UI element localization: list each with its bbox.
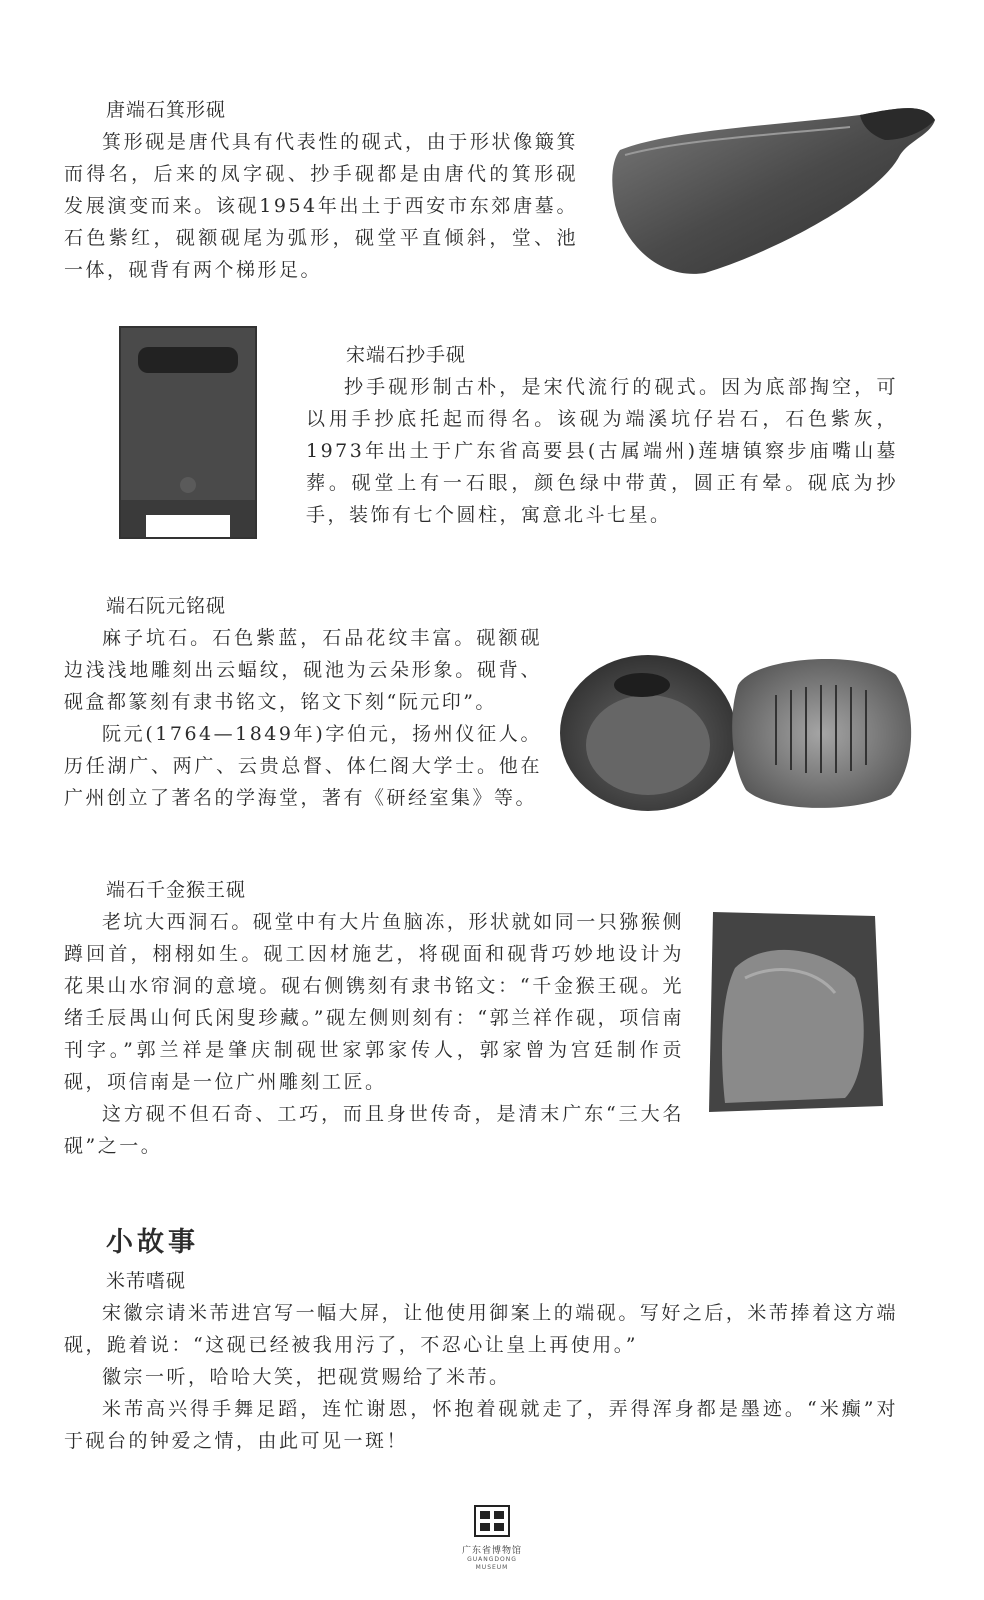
- museum-name-cn: 广东省博物馆: [461, 1546, 522, 1556]
- tang-ji-inkstone-image: [600, 95, 940, 280]
- section-paragraph: 箕形砚是唐代具有代表性的砚式，由于形状像簸箕而得名，后来的凤字砚、抄手砚都是由唐代的箕形砚发展演变而来。该砚1954年出土于西安市东郊唐墓。石色紫红，砚额砚尾为弧形，砚堂平直倾斜，堂、池一体，砚背有两个梯形足。: [64, 131, 578, 281]
- section-monkeyking-inkstone: [64, 878, 684, 1162]
- section-paragraph: 这方砚不但石奇、工巧，而且身世传奇，是清末广东“三大名砚”之一。: [64, 1103, 684, 1157]
- section-paragraph: 阮元(1764—1849年)字伯元，扬州仪征人。历任湖广、两广、云贵总督、体仁阁大学士。他在广州创立了著名的学海堂，著有《研经室集》等。: [64, 723, 542, 809]
- section-title: 唐端石箕形砚: [106, 99, 227, 121]
- story-title: 米芾嗜砚: [106, 1270, 187, 1292]
- monkeyking-inkstone-image: [705, 908, 885, 1113]
- section-title: 端石千金猴王砚: [106, 879, 247, 901]
- section-title: 宋端石抄手砚: [346, 344, 467, 366]
- section-paragraph: 麻子坑石。石色紫蓝，石品花纹丰富。砚额砚边浅浅地雕刻出云蝠纹，砚池为云朵形象。砚背、砚盒都篆刻有隶书铭文，铭文下刻“阮元印”。: [64, 627, 542, 713]
- museum-logo: [430, 1505, 554, 1572]
- section-song-inkstone: [306, 343, 898, 531]
- story-paragraph: 徽宗一听，哈哈大笑，把砚赏赐给了米芾。: [102, 1366, 511, 1388]
- museum-emblem-icon: [474, 1505, 510, 1537]
- story-paragraph: 米芾高兴得手舞足蹈，连忙谢恩，怀抱着砚就走了，弄得浑身都是墨迹。“米癫”对于砚台的钟爱之情，由此可见一斑！: [64, 1398, 898, 1452]
- section-tang-inkstone: [64, 98, 578, 286]
- story-heading: 小故事: [106, 1227, 199, 1258]
- museum-name-en-2: MUSEUM: [475, 1564, 509, 1571]
- section-paragraph: 老坑大西洞石。砚堂中有大片鱼脑冻，形状就如同一只猕猴侧蹲回首，栩栩如生。砚工因材施艺，将砚面和砚背巧妙地设计为花果山水帘洞的意境。砚右侧镌刻有隶书铭文：“千金猴王砚。光绪壬辰禺山何氏闲叟珍藏。”砚左侧则刻有：“郭兰祥作砚，项信南刊字。”郭兰祥是肇庆制砚世家郭家传人，郭家曾为宫廷制作贡砚，项信南是一位广州雕刻工匠。: [64, 911, 684, 1093]
- song-chaoshou-inkstone-image: [118, 325, 258, 540]
- section-ruanyuan-inkstone: [64, 594, 542, 814]
- section-paragraph: 抄手砚形制古朴，是宋代流行的砚式。因为底部掏空，可以用手抄底托起而得名。该砚为端溪坑仔岩石，石色紫灰，1973年出土于广东省高要县(古属端州)莲塘镇察步庙嘴山墓葬。砚堂上有一石眼，颜色绿中带黄，圆正有晕。砚底为抄手，装饰有七个圆柱，寓意北斗七星。: [306, 376, 898, 526]
- museum-name-en-1: GUANGDONG: [467, 1556, 517, 1563]
- section-title: 端石阮元铭砚: [106, 595, 227, 617]
- story-paragraph: 宋徽宗请米芾进宫写一幅大屏，让他使用御案上的端砚。写好之后，米芾捧着这方端砚，跪着说：“这砚已经被我用污了，不忍心让皇上再使用。”: [64, 1302, 898, 1356]
- ruanyuan-inkstone-image: [556, 645, 918, 813]
- story-section: [64, 1220, 898, 1457]
